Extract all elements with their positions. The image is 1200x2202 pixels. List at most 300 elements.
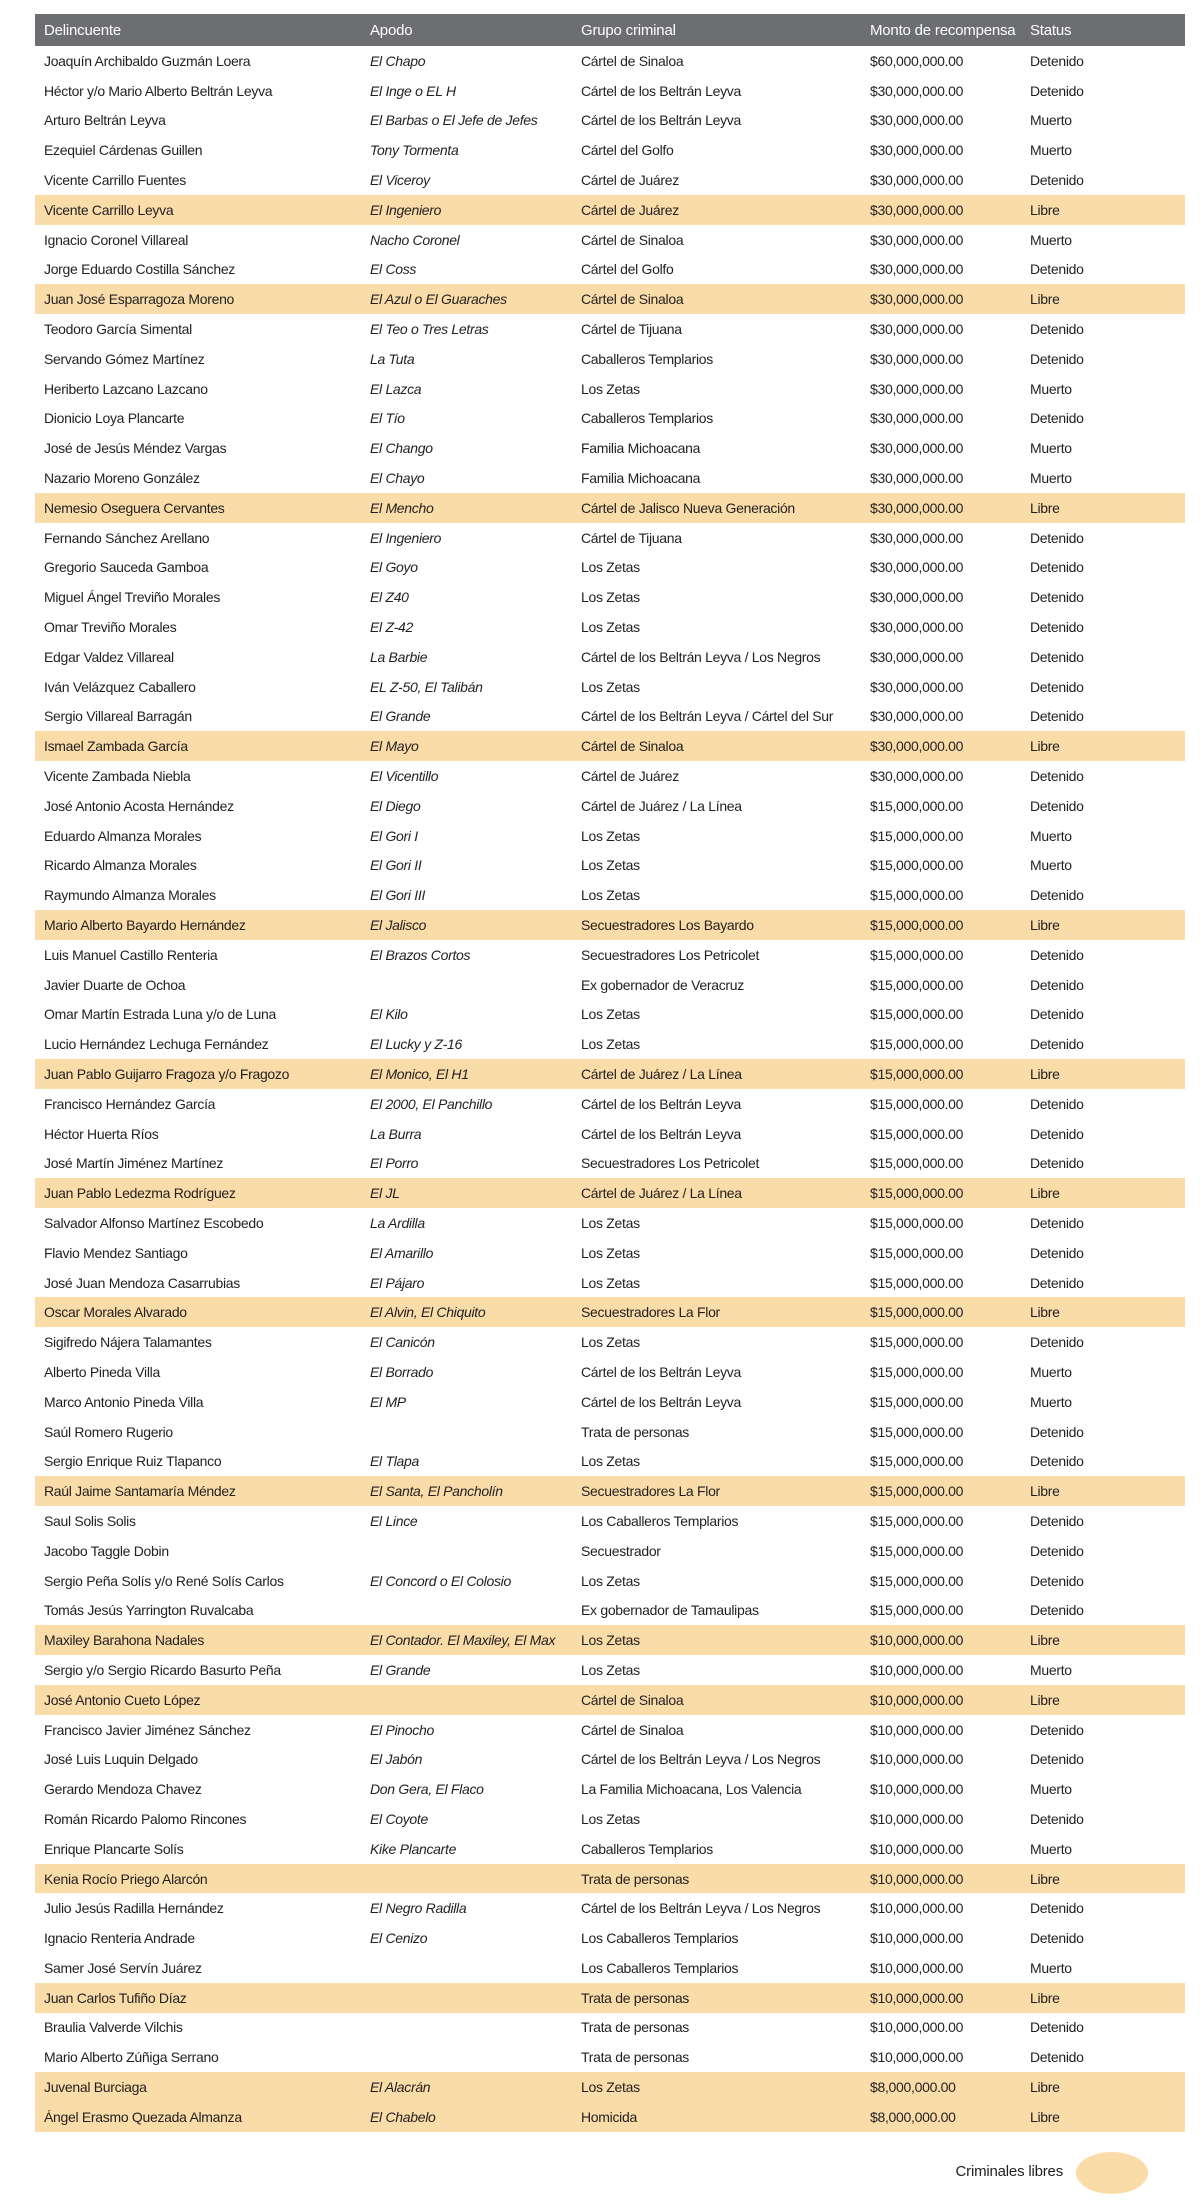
cell-name: Raymundo Almanza Morales <box>44 887 216 904</box>
cell-amount: $15,000,000.00 <box>861 910 1021 940</box>
cell-amount: $30,000,000.00 <box>861 731 1021 761</box>
cell-name: Héctor Huerta Ríos <box>44 1125 159 1142</box>
cell-alias: El Chango <box>370 440 433 457</box>
table-row <box>35 523 1185 553</box>
cell-alias: El Brazos Cortos <box>370 946 471 963</box>
cell-name: Sigifredo Nájera Talamantes <box>44 1334 212 1351</box>
cell-amount: $15,000,000.00 <box>870 1214 964 1231</box>
cell-group: Los Caballeros Templarios <box>581 1512 739 1529</box>
cell-group: Familia Michoacana <box>581 440 701 457</box>
table-row <box>35 1417 1185 1447</box>
cell-status: Libre <box>1021 1059 1185 1089</box>
cell-status: Detenido <box>1030 1512 1084 1529</box>
cell-amount: $15,000,000.00 <box>870 1036 964 1053</box>
cell-name: José Antonio Acosta Hernández <box>44 797 234 814</box>
cell-group: Caballeros Templarios <box>581 410 713 427</box>
cell-name: Jacobo Taggle Dobin <box>44 1542 169 1559</box>
table-row <box>35 1327 1185 1357</box>
cell-alias: El Mayo <box>361 731 572 761</box>
cell-alias: EL Z-50, El Talibán <box>370 678 483 695</box>
cell-alias <box>361 1953 572 1983</box>
cell-alias: Nacho Coronel <box>370 231 460 248</box>
table-row <box>35 1953 1185 1983</box>
cell-amount: $15,000,000.00 <box>870 857 964 874</box>
cell-alias: El Porro <box>370 1155 419 1172</box>
cell-group: Los Zetas <box>581 857 640 874</box>
cell-amount: $60,000,000.00 <box>870 52 964 69</box>
table-row <box>35 76 1185 106</box>
cell-group: Cártel de Juárez / La Línea <box>572 1059 861 1089</box>
cell-group: Cártel de los Beltrán Leyva <box>581 1125 741 1142</box>
cell-status: Detenido <box>1030 797 1084 814</box>
cell-name: José Juan Mendoza Casarrubias <box>44 1274 240 1291</box>
cell-group: Caballeros Templarios <box>581 350 713 367</box>
cell-group: Cártel de Tijuana <box>581 529 682 546</box>
cell-amount: $15,000,000.00 <box>870 946 964 963</box>
cell-name: Juan José Esparragoza Moreno <box>35 284 361 314</box>
table-row <box>35 255 1185 285</box>
cell-alias: El Alvin, El Chiquito <box>361 1297 572 1327</box>
table-header <box>35 14 1185 46</box>
cell-amount: $15,000,000.00 <box>861 1297 1021 1327</box>
legend-free-swatch <box>1076 2152 1148 2194</box>
cell-status: Detenido <box>1030 708 1084 725</box>
table-row <box>35 1804 1185 1834</box>
cell-amount: $15,000,000.00 <box>870 1542 964 1559</box>
cell-amount: $10,000,000.00 <box>870 2049 964 2066</box>
cell-name: Juan Pablo Ledezma Rodríguez <box>35 1178 361 1208</box>
cell-amount: $30,000,000.00 <box>870 321 964 338</box>
cell-group: Secuestradores Los Petricolet <box>581 1155 760 1172</box>
cell-name: Sergio Villareal Barragán <box>44 708 192 725</box>
cell-alias: El Teo o Tres Letras <box>370 321 489 338</box>
cell-amount: $10,000,000.00 <box>870 1781 964 1798</box>
cell-amount: $30,000,000.00 <box>870 172 964 189</box>
cell-group: Secuestrador <box>581 1542 661 1559</box>
cell-group: Los Zetas <box>581 559 640 576</box>
cell-name: Fernando Sánchez Arellano <box>44 529 210 546</box>
cell-amount: $30,000,000.00 <box>861 284 1021 314</box>
cell-alias <box>361 2013 572 2043</box>
cell-name: Braulia Valverde Vilchis <box>44 2019 183 2036</box>
cell-group: Cártel de los Beltrán Leyva <box>581 82 741 99</box>
cell-name: José de Jesús Méndez Vargas <box>44 440 227 457</box>
cell-alias: El Vicentillo <box>370 768 439 785</box>
cell-amount: $15,000,000.00 <box>870 1572 964 1589</box>
cell-amount: $30,000,000.00 <box>870 261 964 278</box>
cell-amount: $15,000,000.00 <box>870 1602 964 1619</box>
cell-status: Detenido <box>1030 1602 1084 1619</box>
cell-name: Román Ricardo Palomo Rincones <box>44 1810 247 1827</box>
cell-status: Muerto <box>1030 142 1072 159</box>
table-row <box>35 821 1185 851</box>
cell-name: Sergio Enrique Ruiz Tlapanco <box>44 1453 222 1470</box>
cell-alias <box>361 1864 572 1894</box>
header-apodo: Apodo <box>361 14 572 46</box>
cell-group: Los Zetas <box>581 1453 640 1470</box>
cell-name: Dionicio Loya Plancarte <box>44 410 185 427</box>
cell-name: Vicente Zambada Niebla <box>44 768 191 785</box>
cell-status: Muerto <box>1030 112 1072 129</box>
table-row <box>35 284 1185 314</box>
cell-alias: El Alacrán <box>361 2072 572 2102</box>
cell-name: Nemesio Oseguera Cervantes <box>35 493 361 523</box>
cell-status: Detenido <box>1030 1810 1084 1827</box>
header-row <box>35 14 1185 46</box>
cell-amount: $15,000,000.00 <box>870 1393 964 1410</box>
cell-name: Ismael Zambada García <box>35 731 361 761</box>
cell-group: Cártel del Golfo <box>581 261 674 278</box>
cell-amount: $30,000,000.00 <box>870 768 964 785</box>
rewards-table <box>35 14 1185 2132</box>
cell-amount: $10,000,000.00 <box>870 1930 964 1947</box>
cell-status: Detenido <box>1030 1274 1084 1291</box>
cell-amount: $10,000,000.00 <box>870 1840 964 1857</box>
cell-amount: $30,000,000.00 <box>870 142 964 159</box>
table-row <box>35 1268 1185 1298</box>
cell-alias: El Tlapa <box>370 1453 419 1470</box>
cell-alias: El Lazca <box>370 380 422 397</box>
header-status: Status <box>1021 14 1185 46</box>
cell-name: Enrique Plancarte Solís <box>44 1840 184 1857</box>
cell-group: Los Zetas <box>581 1244 640 1261</box>
cell-status: Muerto <box>1030 827 1072 844</box>
table-row <box>35 851 1185 881</box>
cell-name: Gerardo Mendoza Chavez <box>44 1781 202 1798</box>
cell-status: Libre <box>1021 1864 1185 1894</box>
table-row <box>35 940 1185 970</box>
legend-label: Criminales libres <box>955 2163 1063 2180</box>
cell-alias: El Ingeniero <box>370 529 442 546</box>
cell-alias: El Coss <box>370 261 417 278</box>
cell-alias: El Gori II <box>370 857 422 874</box>
cell-alias: Kike Plancarte <box>370 1840 457 1857</box>
cell-status: Detenido <box>1030 321 1084 338</box>
cell-alias: El Chapo <box>370 52 426 69</box>
cell-name: José Antonio Cueto López <box>35 1685 361 1715</box>
cell-group: Cártel de Jalisco Nueva Generación <box>572 493 861 523</box>
cell-alias: El Monico, El H1 <box>361 1059 572 1089</box>
cell-amount: $10,000,000.00 <box>870 1959 964 1976</box>
cell-name: Sergio y/o Sergio Ricardo Basurto Peña <box>44 1661 281 1678</box>
cell-status: Detenido <box>1030 1334 1084 1351</box>
cell-status: Muerto <box>1030 1661 1072 1678</box>
cell-group: Caballeros Templarios <box>581 1840 713 1857</box>
cell-status: Libre <box>1021 1297 1185 1327</box>
cell-name: Ezequiel Cárdenas Guillen <box>44 142 203 159</box>
table-row <box>35 553 1185 583</box>
cell-amount: $30,000,000.00 <box>870 529 964 546</box>
table-row <box>35 433 1185 463</box>
cell-status: Detenido <box>1030 589 1084 606</box>
cell-alias: El Mencho <box>361 493 572 523</box>
cell-alias: El Lucky y Z-16 <box>370 1036 462 1053</box>
table-row <box>35 1119 1185 1149</box>
cell-alias: El Grande <box>370 708 431 725</box>
cell-status: Detenido <box>1030 1155 1084 1172</box>
cell-alias <box>361 2042 572 2072</box>
cell-name: Ángel Erasmo Quezada Almanza <box>35 2102 361 2132</box>
cell-status: Detenido <box>1030 619 1084 636</box>
header-grupo-criminal: Grupo criminal <box>572 14 861 46</box>
cell-amount: $30,000,000.00 <box>870 112 964 129</box>
cell-alias: El Jalisco <box>361 910 572 940</box>
cell-name: Raúl Jaime Santamaría Méndez <box>35 1476 361 1506</box>
table-row <box>35 1655 1185 1685</box>
cell-group: Los Zetas <box>581 1036 640 1053</box>
cell-amount: $30,000,000.00 <box>870 410 964 427</box>
cell-status: Libre <box>1021 493 1185 523</box>
cell-status: Detenido <box>1030 1125 1084 1142</box>
cell-name: Iván Velázquez Caballero <box>44 678 196 695</box>
cell-status: Detenido <box>1030 1244 1084 1261</box>
cell-name: Maxiley Barahona Nadales <box>35 1625 361 1655</box>
cell-group: Cártel de Sinaloa <box>581 231 684 248</box>
cell-name: Mario Alberto Bayardo Hernández <box>35 910 361 940</box>
cell-status: Detenido <box>1030 887 1084 904</box>
table-row <box>35 1715 1185 1745</box>
cell-group: Cártel de los Beltrán Leyva <box>581 112 741 129</box>
table-row <box>35 1387 1185 1417</box>
cell-name: Saul Solis Solis <box>44 1512 136 1529</box>
cell-alias: El Ingeniero <box>361 195 572 225</box>
cell-status: Libre <box>1021 195 1185 225</box>
cell-amount: $30,000,000.00 <box>870 648 964 665</box>
cell-group: Los Zetas <box>581 1810 640 1827</box>
cell-status: Libre <box>1021 284 1185 314</box>
cell-amount: $10,000,000.00 <box>861 1864 1021 1894</box>
cell-group: Cártel de Tijuana <box>581 321 682 338</box>
table-row <box>35 106 1185 136</box>
table-row <box>35 582 1185 612</box>
cell-amount: $10,000,000.00 <box>861 1983 1021 2013</box>
cell-group: Los Zetas <box>581 1334 640 1351</box>
cell-status: Detenido <box>1030 2049 1084 2066</box>
cell-alias: El Kilo <box>370 1006 408 1023</box>
cell-amount: $15,000,000.00 <box>861 1476 1021 1506</box>
table-row <box>35 314 1185 344</box>
cell-group: Los Caballeros Templarios <box>581 1930 739 1947</box>
cell-alias <box>361 1417 572 1447</box>
cell-amount: $30,000,000.00 <box>870 350 964 367</box>
table-row <box>35 165 1185 195</box>
table-row <box>35 1983 1185 2013</box>
cell-alias: El JL <box>361 1178 572 1208</box>
cell-status: Detenido <box>1030 559 1084 576</box>
cell-status: Libre <box>1021 1685 1185 1715</box>
table-row <box>35 1536 1185 1566</box>
cell-status: Detenido <box>1030 529 1084 546</box>
cell-alias: El Viceroy <box>370 172 430 189</box>
cell-alias: El Chayo <box>370 470 425 487</box>
cell-group: Los Zetas <box>581 678 640 695</box>
cell-amount: $10,000,000.00 <box>870 1900 964 1917</box>
cell-group: Trata de personas <box>572 1983 861 2013</box>
cell-status: Detenido <box>1030 1006 1084 1023</box>
cell-name: Vicente Carrillo Fuentes <box>44 172 186 189</box>
cell-status: Libre <box>1021 910 1185 940</box>
cell-status: Detenido <box>1030 946 1084 963</box>
cell-group: Cártel de Sinaloa <box>581 1721 684 1738</box>
cell-group: Cártel de los Beltrán Leyva / Los Negros <box>581 1900 821 1917</box>
cell-group: Los Zetas <box>572 2072 861 2102</box>
cell-group: Los Zetas <box>581 827 640 844</box>
cell-status: Detenido <box>1030 1453 1084 1470</box>
cell-group: Cártel de los Beltrán Leyva / Cártel del Sur <box>581 708 834 725</box>
cell-amount: $15,000,000.00 <box>870 1155 964 1172</box>
table-row <box>35 1625 1185 1655</box>
cell-name: Luis Manuel Castillo Renteria <box>44 946 218 963</box>
cell-alias <box>361 1536 572 1566</box>
table-row <box>35 493 1185 523</box>
cell-status: Muerto <box>1030 440 1072 457</box>
cell-name: Lucio Hernández Lechuga Fernández <box>44 1036 269 1053</box>
cell-alias: El Goyo <box>370 559 418 576</box>
cell-name: Juvenal Burciaga <box>35 2072 361 2102</box>
table-row <box>35 1208 1185 1238</box>
cell-name: Saúl Romero Rugerio <box>44 1423 173 1440</box>
cell-status: Libre <box>1021 731 1185 761</box>
cell-name: Oscar Morales Alvarado <box>35 1297 361 1327</box>
cell-alias: La Ardilla <box>370 1214 425 1231</box>
table-row <box>35 1089 1185 1119</box>
cell-status: Detenido <box>1030 1542 1084 1559</box>
cell-amount: $30,000,000.00 <box>870 440 964 457</box>
table-row <box>35 1893 1185 1923</box>
cell-alias: El Chabelo <box>361 2102 572 2132</box>
table-row <box>35 404 1185 434</box>
cell-group: Cártel de Juárez <box>581 768 679 785</box>
cell-alias: La Burra <box>370 1125 422 1142</box>
cell-amount: $30,000,000.00 <box>870 559 964 576</box>
cell-status: Detenido <box>1030 678 1084 695</box>
cell-name: Miguel Ángel Treviño Morales <box>44 589 221 606</box>
cell-alias: Tony Tormenta <box>370 142 459 159</box>
cell-amount: $10,000,000.00 <box>870 1751 964 1768</box>
cell-group: Homicida <box>572 2102 861 2132</box>
cell-name: Salvador Alfonso Martínez Escobedo <box>44 1214 264 1231</box>
table-row <box>35 225 1185 255</box>
cell-group: Familia Michoacana <box>581 470 701 487</box>
cell-amount: $10,000,000.00 <box>861 1685 1021 1715</box>
header-monto: Monto de recompensa <box>861 14 1021 46</box>
cell-alias <box>361 1595 572 1625</box>
cell-amount: $15,000,000.00 <box>870 1006 964 1023</box>
table-row <box>35 2042 1185 2072</box>
table-row <box>35 344 1185 374</box>
cell-alias: El Pájaro <box>370 1274 425 1291</box>
cell-amount: $30,000,000.00 <box>870 619 964 636</box>
cell-name: Heriberto Lazcano Lazcano <box>44 380 208 397</box>
cell-amount: $10,000,000.00 <box>870 1661 964 1678</box>
cell-status: Detenido <box>1030 410 1084 427</box>
cell-status: Libre <box>1021 1983 1185 2013</box>
cell-group: Cártel de Juárez / La Línea <box>572 1178 861 1208</box>
cell-status: Detenido <box>1030 1214 1084 1231</box>
cell-amount: $15,000,000.00 <box>870 797 964 814</box>
cell-group: Cártel del Golfo <box>581 142 674 159</box>
cell-alias <box>361 1685 572 1715</box>
cell-status: Muerto <box>1030 1781 1072 1798</box>
cell-amount: $15,000,000.00 <box>870 1125 964 1142</box>
cell-group: Trata de personas <box>581 2019 690 2036</box>
cell-amount: $10,000,000.00 <box>870 1721 964 1738</box>
cell-group: Cártel de Sinaloa <box>572 731 861 761</box>
table-row <box>35 1059 1185 1089</box>
cell-group: Cártel de Sinaloa <box>572 1685 861 1715</box>
cell-group: Ex gobernador de Tamaulipas <box>581 1602 759 1619</box>
cell-amount: $30,000,000.00 <box>861 493 1021 523</box>
cell-group: Trata de personas <box>572 1864 861 1894</box>
cell-name: Vicente Carrillo Leyva <box>35 195 361 225</box>
cell-status: Detenido <box>1030 350 1084 367</box>
cell-group: Secuestradores La Flor <box>572 1476 861 1506</box>
cell-amount: $30,000,000.00 <box>870 678 964 695</box>
cell-group: La Familia Michoacana, Los Valencia <box>581 1781 802 1798</box>
cell-status: Libre <box>1021 2072 1185 2102</box>
table-row <box>35 910 1185 940</box>
cell-amount: $30,000,000.00 <box>870 708 964 725</box>
table-row <box>35 1238 1185 1268</box>
cell-status: Detenido <box>1030 976 1084 993</box>
cell-amount: $15,000,000.00 <box>870 1512 964 1529</box>
cell-name: Joaquín Archibaldo Guzmán Loera <box>44 52 251 69</box>
table-row <box>35 1446 1185 1476</box>
table-row <box>35 702 1185 732</box>
cell-status: Muerto <box>1030 1393 1072 1410</box>
cell-group: Los Zetas <box>572 1625 861 1655</box>
table-row <box>35 1744 1185 1774</box>
cell-amount: $30,000,000.00 <box>870 470 964 487</box>
cell-name: Héctor y/o Mario Alberto Beltrán Leyva <box>44 82 273 99</box>
cell-amount: $15,000,000.00 <box>870 887 964 904</box>
cell-name: Edgar Valdez Villareal <box>44 648 174 665</box>
cell-status: Detenido <box>1030 1095 1084 1112</box>
cell-group: Cártel de los Beltrán Leyva / Los Negros <box>581 1751 821 1768</box>
cell-name: Ricardo Almanza Morales <box>44 857 197 874</box>
legend <box>948 2150 1148 2194</box>
cell-group: Cártel de los Beltrán Leyva <box>581 1095 741 1112</box>
cell-status: Detenido <box>1030 261 1084 278</box>
cell-status: Libre <box>1021 1625 1185 1655</box>
cell-name: José Luis Luquin Delgado <box>44 1751 198 1768</box>
header-delincuente: Delincuente <box>35 14 361 46</box>
cell-name: Julio Jesús Radilla Hernández <box>44 1900 224 1917</box>
cell-amount: $30,000,000.00 <box>870 380 964 397</box>
table-row <box>35 1685 1185 1715</box>
table-row <box>35 880 1185 910</box>
cell-amount: $10,000,000.00 <box>870 1810 964 1827</box>
cell-amount: $8,000,000.00 <box>861 2102 1021 2132</box>
cell-name: Servando Gómez Martínez <box>44 350 205 367</box>
cell-group: Los Zetas <box>581 1661 640 1678</box>
table-row <box>35 1476 1185 1506</box>
cell-status: Detenido <box>1030 1423 1084 1440</box>
cell-status: Muerto <box>1030 1363 1072 1380</box>
cell-amount: $10,000,000.00 <box>861 1625 1021 1655</box>
cell-amount: $15,000,000.00 <box>870 1334 964 1351</box>
cell-name: Juan Pablo Guijarro Fragoza y/o Fragozo <box>35 1059 361 1089</box>
cell-status: Detenido <box>1030 1751 1084 1768</box>
cell-amount: $30,000,000.00 <box>870 82 964 99</box>
cell-group: Cártel de Sinaloa <box>581 52 684 69</box>
cell-status: Muerto <box>1030 1959 1072 1976</box>
table-row <box>35 463 1185 493</box>
cell-name: Kenia Rocío Priego Alarcón <box>35 1864 361 1894</box>
cell-name: Flavio Mendez Santiago <box>44 1244 188 1261</box>
cell-alias: El Tío <box>370 410 405 427</box>
cell-alias: El Diego <box>370 797 421 814</box>
